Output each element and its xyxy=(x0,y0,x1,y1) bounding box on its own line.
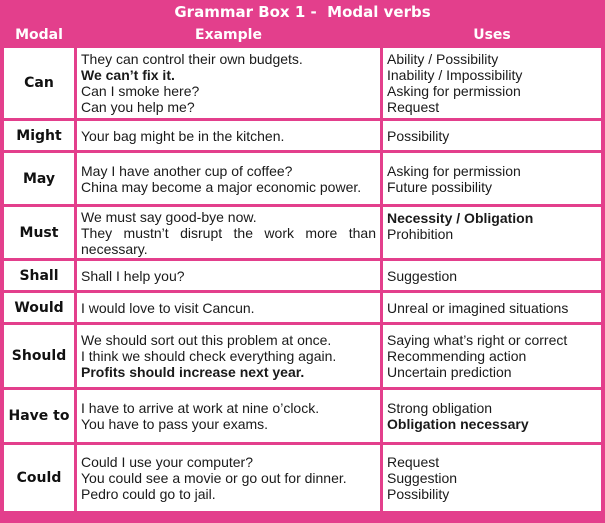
examples-might xyxy=(77,121,380,150)
examples-may xyxy=(77,153,380,204)
header-modal: Modal xyxy=(15,27,63,43)
header-example: Example xyxy=(195,27,262,43)
use-line: Unreal or imagined situations xyxy=(387,299,569,316)
use-line: Necessity / Obligation xyxy=(387,210,534,226)
examples-can xyxy=(77,48,380,118)
example-line: Can you help me? xyxy=(81,99,195,115)
use-line: Request xyxy=(387,99,440,115)
uses-would xyxy=(383,293,601,322)
examples-would xyxy=(77,293,380,322)
header-uses: Uses xyxy=(473,27,511,43)
example-line: We should sort out this problem at once. xyxy=(81,332,332,348)
uses-could xyxy=(383,445,601,511)
example-line: Can I smoke here? xyxy=(81,83,200,99)
modal-have-to: Have to xyxy=(4,390,74,442)
example-line: We must say good-bye now. xyxy=(81,208,257,225)
modal-should: Should xyxy=(4,325,74,387)
use-line: Future possibility xyxy=(387,178,493,195)
uses-must xyxy=(383,207,601,258)
examples-have-to xyxy=(77,390,380,442)
example-line: They can control their own budgets. xyxy=(81,51,303,67)
example-line: Could I use your computer? xyxy=(81,454,253,470)
example-line: You could see a movie or go out for dinner. xyxy=(81,470,347,486)
example-line: They mustn’t disrupt the work more than necessary. xyxy=(81,224,376,257)
uses-may xyxy=(383,153,601,204)
modal-may: May xyxy=(4,153,74,204)
use-line: Saying what’s right or correct xyxy=(387,332,568,348)
use-line: Asking for permission xyxy=(387,83,521,99)
modal-would: Would xyxy=(4,293,74,322)
use-line: Ability / Possibility xyxy=(387,51,499,67)
examples-must xyxy=(77,207,380,258)
modal-must: Must xyxy=(4,207,74,258)
example-line: Shall I help you? xyxy=(81,267,185,284)
example-line: We can’t fix it. xyxy=(81,67,175,83)
example-line: I think we should check everything again. xyxy=(81,348,337,364)
use-line: Inability / Impossibility xyxy=(387,67,523,83)
grammar-box-title: Grammar Box 1 - Modal verbs xyxy=(174,3,431,21)
modal-might: Might xyxy=(4,121,74,150)
use-line: Possibility xyxy=(387,486,450,502)
use-line: Obligation necessary xyxy=(387,416,529,432)
use-line: Suggestion xyxy=(387,470,458,486)
example-line: China may become a major economic power. xyxy=(81,178,362,195)
uses-shall xyxy=(383,261,601,290)
example-line: Your bag might be in the kitchen. xyxy=(81,127,285,144)
examples-shall xyxy=(77,261,380,290)
examples-could xyxy=(77,445,380,511)
uses-should xyxy=(383,325,601,387)
uses-can xyxy=(383,48,601,118)
use-line: Asking for permission xyxy=(387,162,521,179)
use-line: Recommending action xyxy=(387,348,527,364)
modal-can: Can xyxy=(4,48,74,118)
example-line: Profits should increase next year. xyxy=(81,364,305,380)
uses-might xyxy=(383,121,601,150)
modal-shall: Shall xyxy=(4,261,74,290)
example-line: I would love to visit Cancun. xyxy=(81,299,255,316)
example-line: I have to arrive at work at nine o’clock. xyxy=(81,400,320,416)
use-line: Strong obligation xyxy=(387,400,493,416)
examples-should xyxy=(77,325,380,387)
use-line: Suggestion xyxy=(387,267,458,284)
uses-have-to xyxy=(383,390,601,442)
use-line: Possibility xyxy=(387,127,450,144)
use-line: Prohibition xyxy=(387,226,454,242)
modal-verbs-table xyxy=(4,25,601,519)
example-line: May I have another cup of coffee? xyxy=(81,162,293,179)
use-line: Uncertain prediction xyxy=(387,364,512,380)
example-line: Pedro could go to jail. xyxy=(81,486,216,502)
use-line: Request xyxy=(387,454,440,470)
example-line: You have to pass your exams. xyxy=(81,416,269,432)
modal-could: Could xyxy=(4,445,74,511)
